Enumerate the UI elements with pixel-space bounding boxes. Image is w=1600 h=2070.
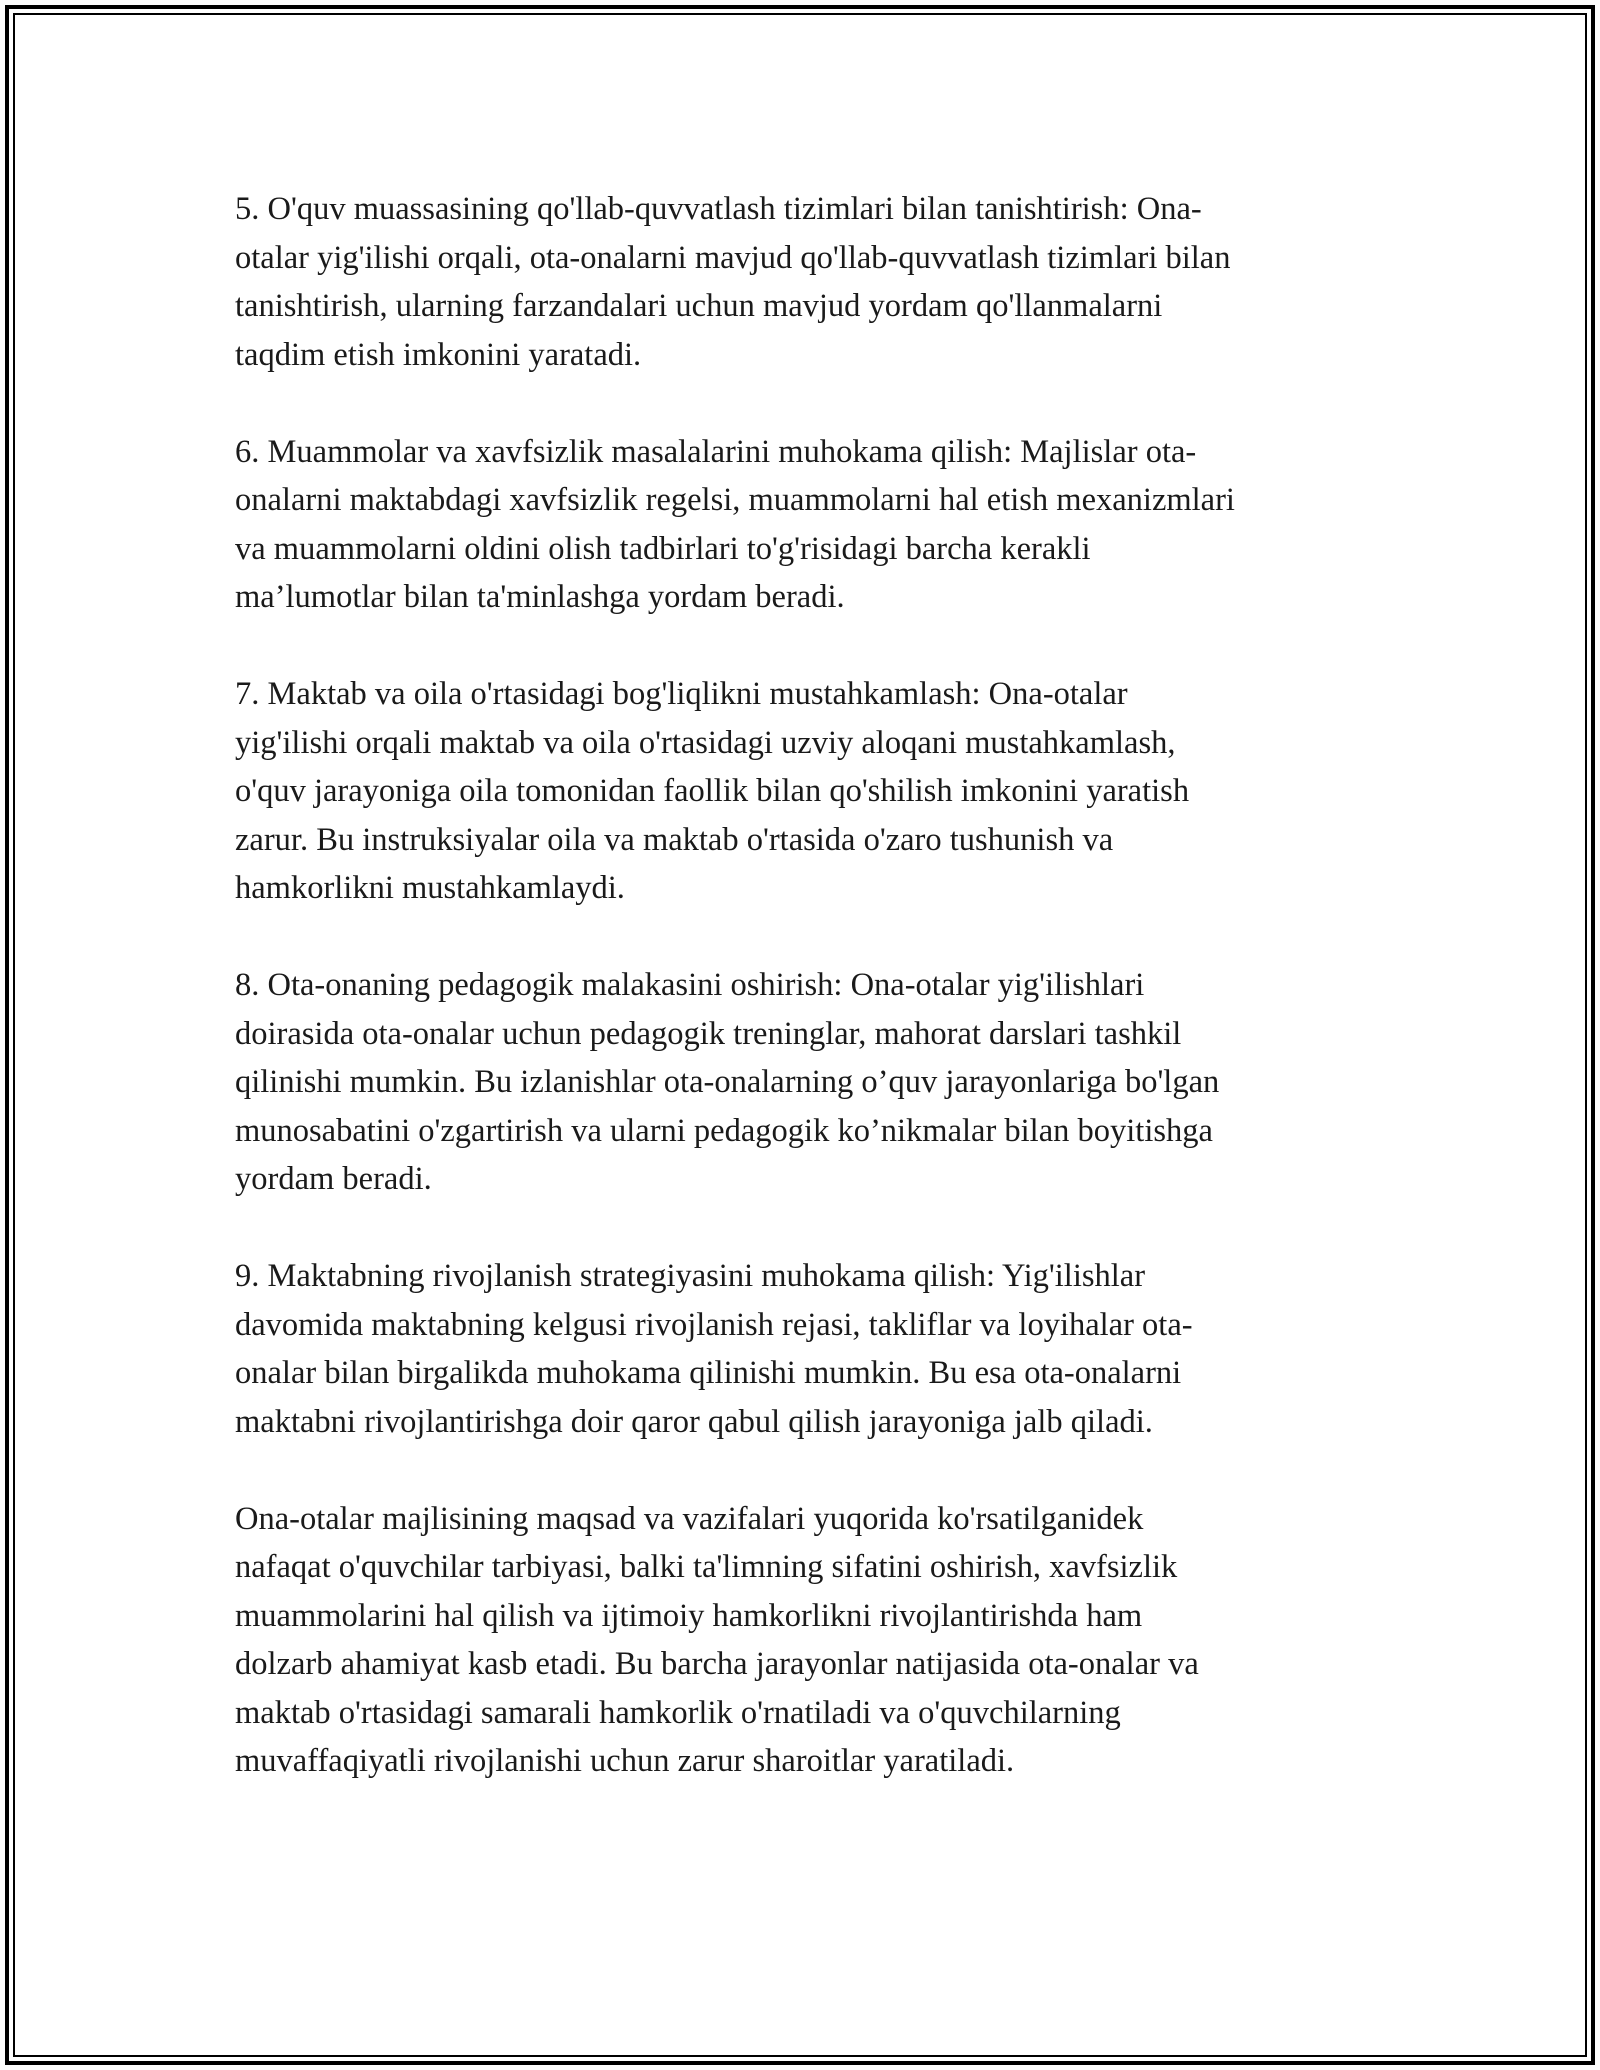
text-line: 8. Ota-onaning pedagogik malakasini oshirish: Ona-otalar yig'ilishlari [235, 967, 1145, 1003]
text-line: 6. Muammolar va xavfsizlik masalalarini muhokama qilish: Majlislar ota- [235, 433, 1197, 470]
paragraph-7 [235, 670, 1375, 913]
text-line: yordam beradi. [235, 1161, 432, 1197]
text-line: va muammolarni oldini olish tadbirlari to'g'risidagi barcha kerakli [235, 530, 1091, 567]
text-line: muvaffaqiyatli rivojlanishi uchun zarur sharoitlar yaratiladi. [235, 1743, 1015, 1779]
paragraph-5 [235, 185, 1375, 379]
text-line: nafaqat o'quvchilar tarbiyasi, balki ta'limning sifatini oshirish, xavfsizlik [235, 1549, 1178, 1585]
text-line: 9. Maktabning rivojlanish strategiyasini muhokama qilish: Yig'ilishlar [235, 1258, 1146, 1294]
text-line: qilinishi mumkin. Bu izlanishlar ota-onalarning o’quv jarayonlariga bo'lgan [235, 1064, 1220, 1100]
text-line: tanishtirish, ularning farzandalari uchun mavjud yordam qo'llanmalarni [235, 288, 1163, 324]
paragraph-9 [235, 1252, 1375, 1446]
text-line: yig'ilishi orqali maktab va oila o'rtasidagi uzviy aloqani mustahkamlash, [235, 724, 1176, 761]
text-line: 5. O'quv muassasining qo'llab-quvvatlash tizimlari bilan tanishtirish: Ona- [235, 191, 1202, 227]
text-line: zarur. Bu instruksiyalar oila va maktab o'rtasida o'zaro tushunish va [235, 821, 1114, 858]
text-line: ma’lumotlar bilan ta'minlashga yordam beradi. [235, 579, 845, 615]
text-line: muammolarini hal qilish va ijtimoiy hamkorlikni rivojlantirishda ham [235, 1597, 1143, 1634]
text-line: munosabatini o'zgartirish va ularni pedagogik ko’nikmalar bilan boyitishga [235, 1112, 1213, 1149]
text-line: taqdim etish imkonini yaratadi. [235, 336, 642, 373]
text-line: hamkorlikni mustahkamlaydi. [235, 870, 625, 906]
text-line: maktab o'rtasidagi samarali hamkorlik o'rnatiladi va o'quvchilarning [235, 1694, 1121, 1731]
text-line: onalar bilan birgalikda muhokama qilinishi mumkin. Bu esa ota-onalarni [235, 1355, 1182, 1391]
paragraph-8 [235, 961, 1375, 1204]
text-line: dolzarb ahamiyat kasb etadi. Bu barcha jarayonlar natijasida ota-onalar va [235, 1646, 1199, 1682]
document-body [235, 185, 1375, 1834]
text-line: 7. Maktab va oila o'rtasidagi bog'liqlikni mustahkamlash: Ona-otalar [235, 676, 1128, 712]
text-line: doirasida ota-onalar uchun pedagogik treninglar, mahorat darslari tashkil [235, 1015, 1182, 1052]
text-line: o'quv jarayoniga oila tomonidan faollik bilan qo'shilish imkonini yaratish [235, 773, 1190, 809]
text-line: maktabni rivojlantirishga doir qaror qabul qilish jarayoniga jalb qiladi. [235, 1403, 1153, 1440]
paragraph-conclusion [235, 1495, 1375, 1786]
text-line: onalarni maktabdagi xavfsizlik regelsi, muammolarni hal etish mexanizmlari [235, 482, 1235, 518]
text-line: otalar yig'ilishi orqali, ota-onalarni mavjud qo'llab-quvvatlash tizimlari bilan [235, 239, 1231, 276]
paragraph-6 [235, 428, 1375, 622]
text-line: Ona-otalar majlisining maqsad va vazifalari yuqorida ko'rsatilganidek [235, 1500, 1144, 1537]
text-line: davomida maktabning kelgusi rivojlanish rejasi, takliflar va loyihalar ota- [235, 1306, 1193, 1343]
